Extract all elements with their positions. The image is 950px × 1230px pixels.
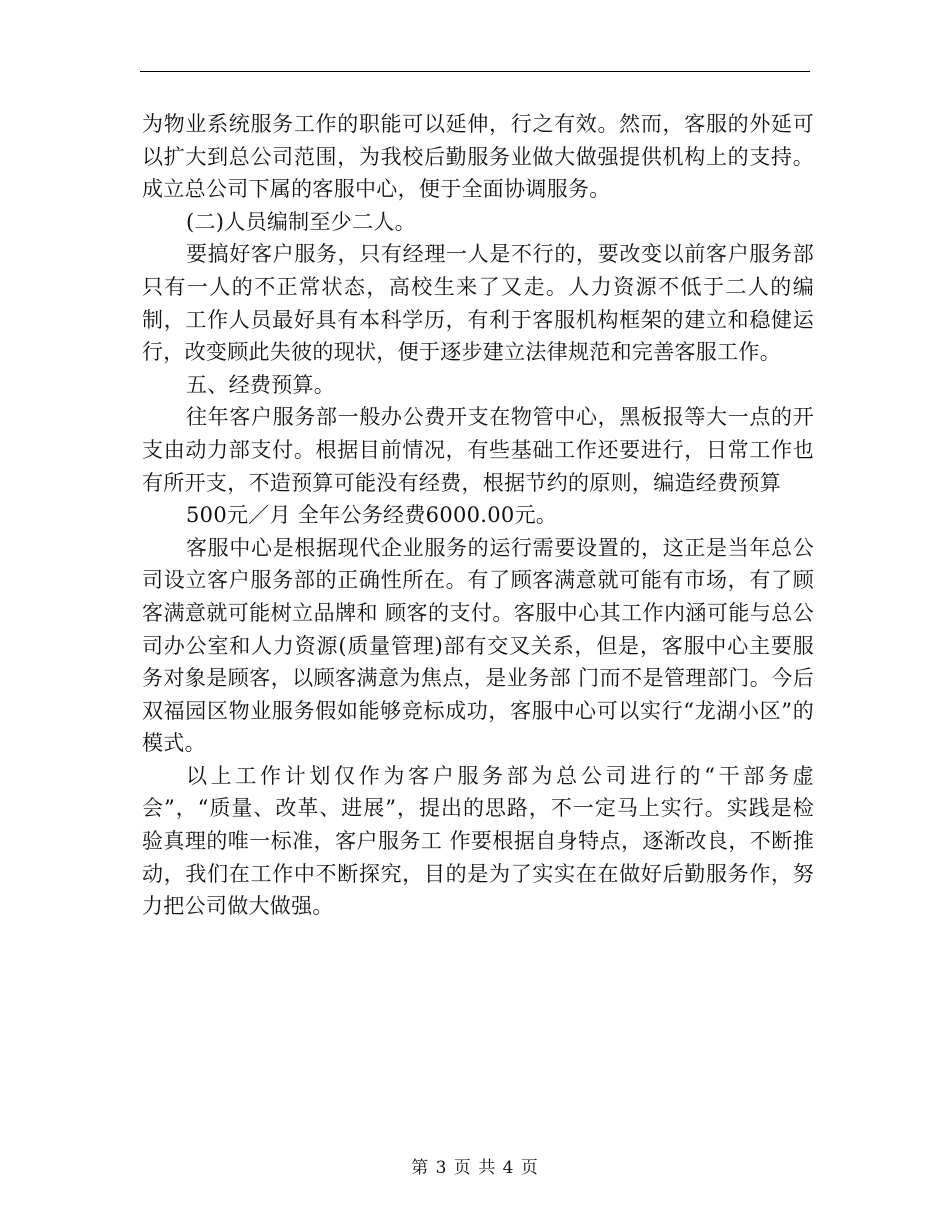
header-rule (140, 71, 810, 72)
page-number-footer: 第 3 页 共 4 页 (411, 1158, 539, 1178)
section-heading-budget: 五、经费预算。 (186, 372, 336, 397)
paragraph-conclusion: 以上工作计划仅作为客户服务部为总公司进行的“干部务虚会”，“质量、改革、进展”，提出的思路，不一定马上实行。实践是检验真理的唯一标准，客户服务工 作要根据自身特点，逐渐改良，不断推动，我们在工作中不断探究，目的是为了实实在在做好后勤服务作，努力把公司做大做强。 (142, 763, 814, 919)
paragraph-staffing: 要搞好客户服务，只有经理一人是不行的，要改变以前客户服务部只有一人的不正常状态，高校生来了又走。人力资源不低于二人的编制，工作人员最好具有本科学历，有利于客服机构框架的建立和稳健运行，改变顾此失彼的现状，便于逐步建立法律规范和完善客服工作。 (142, 242, 814, 365)
paragraph-budget: 往年客户服务部一般办公费开支在物管中心，黑板报等大一点的开支由动力部支付。根据目前情况，有些基础工作还要进行，日常工作也有所开支，不造预算可能没有经费，根据节约的原则，编造经费预算 (142, 405, 814, 495)
paragraph-office-scope: 为物业系统服务工作的职能可以延伸，行之有效。然而，客服的外延可以扩大到总公司范围，为我校后勤服务业做大做强提供机构上的支持。成立总公司下属的客服中心，便于全面协调服务。 (142, 112, 814, 202)
paragraph-budget-amount: 500元／月 全年公务经费6000.00元。 (186, 503, 558, 528)
document-body (142, 108, 814, 923)
paragraph-service-center: 客服中心是根据现代企业服务的运行需要设置的，这正是当年总公司设立客户服务部的正确性所在。有了顾客满意就可能有市场，有了顾客满意就可能树立品牌和 顾客的支付。客服中心其工作内涵可能与总公司办公室和人力资源(质量管理)部有交叉关系，但是，客服中心主要服务对象是顾客，以顾客满意为焦点，是业务部 门而不是管理部门。今后双福园区物业服务假如能够竞标成功，客服中心可以实行“龙湖小区”的模式。 (142, 535, 814, 756)
section-heading-staffing: (二)人员编制至少二人。 (186, 209, 416, 234)
